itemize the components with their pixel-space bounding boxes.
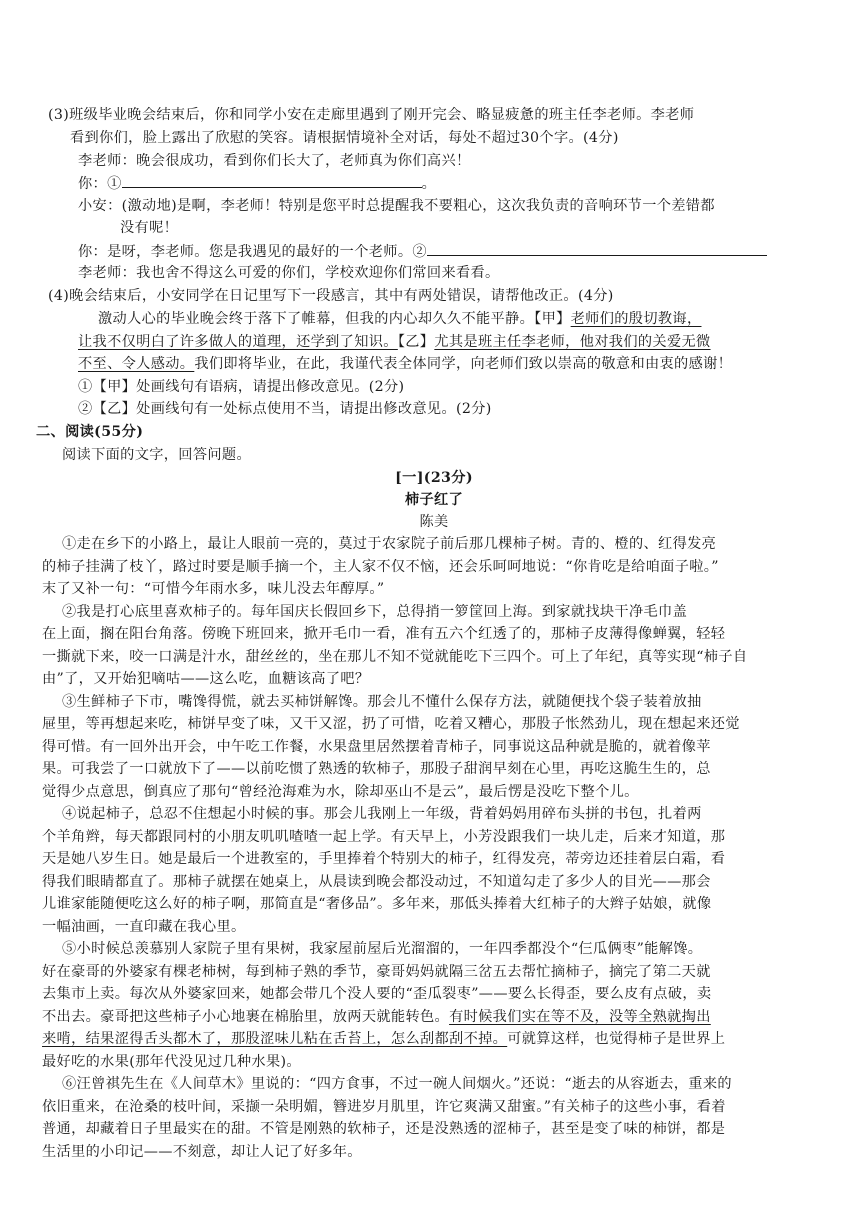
paragraph-2-line: ②我是打心底里喜欢柿子的。每年国庆长假回乡下，总得捎一箩筐回上海。到家就找块干净毛巾盖 xyxy=(62,604,688,620)
answer-blank-2[interactable] xyxy=(427,240,767,256)
paragraph-4-line: 得我们眼睛都直了。那柿子就摆在她桌上，从晨读到晚会都没动过，不知道勾走了多少人的目光——那会 xyxy=(42,874,711,890)
q3-dialog-you-1 xyxy=(78,172,436,195)
diary-underlined-yi: 尤其是班主任李老师，他对我们的关爱无微 xyxy=(434,334,711,350)
diary-text-end: 我们即将毕业，在此，我谨代表全体同学，向老师们致以崇高的敬意和由衷的感谢！ xyxy=(194,356,733,372)
q3-you-1-label: 你：① xyxy=(78,176,122,192)
paragraph-3-line: 果。可我尝了一口就放下了——以前吃惯了熟透的软柿子，那股子甜润早刻在心里，再吃这脆生生的，总 xyxy=(42,761,711,777)
q4-sub-2: ②【乙】处画线句有一处标点使用不当，请提出修改意见。(2分) xyxy=(78,401,492,417)
q3-dialog-teacher-2: 李老师：我也舍不得这么可爱的你们，学校欢迎你们常回来看看。 xyxy=(78,265,500,281)
diary-underlined-yi-cont: 不至、令人感动。 xyxy=(78,356,195,372)
diary-line-1 xyxy=(98,308,701,330)
diary-marker-yi: 【乙】 xyxy=(397,334,435,350)
section-intro: 阅读下面的文字，回答问题。 xyxy=(62,447,251,463)
paragraph-4-line: 儿谁家能随便吃这么好的柿子啊，那简直是“奢侈品”。多年来，那低头捧着大红柿子的大辫子姑娘，就像 xyxy=(42,896,712,912)
article-author: 陈美 xyxy=(419,514,449,530)
paragraph-5-line: 最好吃的水果(那年代没见过几种水果)。 xyxy=(42,1054,301,1070)
diary-line-2 xyxy=(78,331,711,353)
paragraph-2-line: 由”了，又开始犯嘀咕——这么吃，血糖该高了吧？ xyxy=(42,671,370,687)
paragraph-5-underlined: 有时候我们实在等不及，没等全熟就掏出 xyxy=(449,1009,711,1025)
paragraph-4-line: 个羊角辫，每天都跟同村的小朋友叽叽喳喳一起上学。有天早上，小芳没跟我们一块儿走，后来才知道，那 xyxy=(42,829,726,845)
q3-dialog-xiaoan-cont: 没有呢！ xyxy=(120,220,179,236)
q4-sub-1: ①【甲】处画线句有语病，请提出修改意见。(2分) xyxy=(78,379,405,395)
paragraph-4-line: 一幅油画，一直印藏在我心里。 xyxy=(42,919,246,935)
paragraph-3-line: 觉得少点意思，倒真应了那句“曾经沧海难为水，除却巫山不是云”，最后愣是没吃下整个儿。 xyxy=(42,784,639,800)
paragraph-5-line: 去集市上卖。每次从外婆家回来，她都会带几个没人要的“歪瓜裂枣”——要么长得歪，要么皮有点破，卖 xyxy=(42,986,712,1002)
diary-line-3 xyxy=(78,353,732,375)
paragraph-1-line: 末了又补一句：“可惜今年雨水多，味儿没去年醇厚。” xyxy=(42,581,385,597)
q3-you-2-label: 你：是呀，李老师。您是我遇见的最好的一个老师。② xyxy=(78,244,427,260)
paragraph-3-line: 屉里，等再想起来吃，柿饼早变了味，又干又涩，扔了可惜，吃着又糟心，那股子怅然劲儿，现在想起来还觉 xyxy=(42,716,740,732)
paragraph-5-line xyxy=(42,1028,725,1050)
section-title: 二、阅读(55分) xyxy=(36,424,144,440)
q3-you-1-end: 。 xyxy=(421,176,437,192)
paragraph-4-line: 天是她八岁生日。她是最后一个进教室的，手里捧着个特别大的柿子，红得发亮，蒂旁边还挂着层白霜，看 xyxy=(42,851,726,867)
paragraph-6-line: 普通，却藏着日子里最实在的甜。不管是刚熟的软柿子，还是没熟透的涩柿子，甚至是变了味的柿饼，都是 xyxy=(42,1121,726,1137)
q3-dialog-teacher-1: 李老师：晚会很成功，看到你们长大了，老师真为你们高兴！ xyxy=(78,153,471,169)
answer-blank-1[interactable] xyxy=(122,172,422,188)
diary-text: 激动人心的毕业晚会终于落下了帷幕，但我的内心却久久不能平静。【甲】 xyxy=(98,311,571,327)
paragraph-5-line: ⑤小时候总羡慕别人家院子里有果树，我家屋前屋后光溜溜的，一年四季都没个“仨瓜俩枣”能解馋。 xyxy=(62,941,703,957)
paragraph-2-line: 一撕就下来，咬一口满是汁水，甜丝丝的，坐在那儿不知不觉就能吃下三四个。可上了年纪，真等实现“柿子自 xyxy=(42,649,748,665)
paragraph-5-line: 好在豪哥的外婆家有棵老柿树，每到柿子熟的季节，豪哥妈妈就隔三岔五去帮忙摘柿子，摘完了第二天就 xyxy=(42,964,711,980)
q3-prompt-line2: 看到你们，脸上露出了欣慰的笑容。请根据情境补全对话，每处不超过30个字。(4分) xyxy=(70,130,619,146)
diary-underlined-jia-cont: 让我不仅明白了许多做人的道理，还学到了知识。 xyxy=(78,334,398,350)
paragraph-4-line: ④说起柿子，总忍不住想起小时候的事。那会儿我刚上一年级，背着妈妈用碎布头拼的书包，扎着两 xyxy=(62,806,702,822)
paragraph-3-line: ③生鲜柿子下市，嘴馋得慌，就去买柿饼解馋。那会儿不懂什么保存方法，就随便找个袋子装着放抽 xyxy=(62,694,702,710)
q4-prompt: (4)晚会结束后，小安同学在日记里写下一段感言，其中有两处错误，请帮他改正。(4分) xyxy=(48,288,614,304)
paragraph-5-text: 可就算这样，也觉得柿子是世界上 xyxy=(507,1031,726,1047)
paragraph-1-line: ①走在乡下的小路上，最让人眼前一亮的，莫过于农家院子前后那几棵柿子树。青的、橙的、红得发亮 xyxy=(62,536,717,552)
paragraph-5-text: 不出去。豪哥把这些柿子小心地裹在棉胎里，放两天就能转色。 xyxy=(42,1009,450,1025)
paragraph-3-line: 得可惜。有一回外出开会，中午吃工作餐，水果盘里居然摆着青柿子，同事说这品种就是脆的，就着像苹 xyxy=(42,739,711,755)
diary-underlined-jia: 老师们的殷切教诲， xyxy=(570,311,702,327)
paragraph-1-line: 的柿子挂满了枝丫，路过时要是顺手摘一个，主人家不仅不恼，还会乐呵呵地说：“你肯吃是给咱面子啦。” xyxy=(42,559,719,575)
part-title: [一](23分) xyxy=(395,470,473,486)
paragraph-6-line: 依旧重来，在沧桑的枝叶间，采撷一朵明媚，簪进岁月肌里，许它爽满又甜蜜。”有关柿子的这些小事，看着 xyxy=(42,1099,726,1115)
article-title: 柿子红了 xyxy=(404,492,464,508)
q3-dialog-xiaoan: 小安：(激动地)是啊，李老师！特别是您平时总提醒我不要粗心，这次我负责的音响环节一个差错都 xyxy=(78,198,715,214)
paragraph-6-line: ⑥汪曾祺先生在《人间草木》里说的：“四方食事，不过一碗人间烟火。”还说：“逝去的从容逝去，重来的 xyxy=(62,1076,732,1092)
paragraph-5-line xyxy=(42,1006,711,1028)
paragraph-2-line: 在上面，搁在阳台角落。傍晚下班回来，掀开毛巾一看，准有五六个红透了的，那柿子皮薄得像蝉翼，轻轻 xyxy=(42,626,726,642)
paragraph-5-underlined-cont: 来啃，结果涩得舌头都木了，那股涩味儿粘在舌苔上，怎么刮都刮不掉。 xyxy=(42,1031,508,1047)
q3-prompt-line1: (3)班级毕业晚会结束后，你和同学小安在走廊里遇到了刚开完会、略显疲惫的班主任李老师。李老师 xyxy=(48,107,695,123)
q3-dialog-you-2 xyxy=(78,240,767,263)
paragraph-6-line: 生活里的小印记——不刻意，却让人记了好多年。 xyxy=(42,1144,362,1160)
